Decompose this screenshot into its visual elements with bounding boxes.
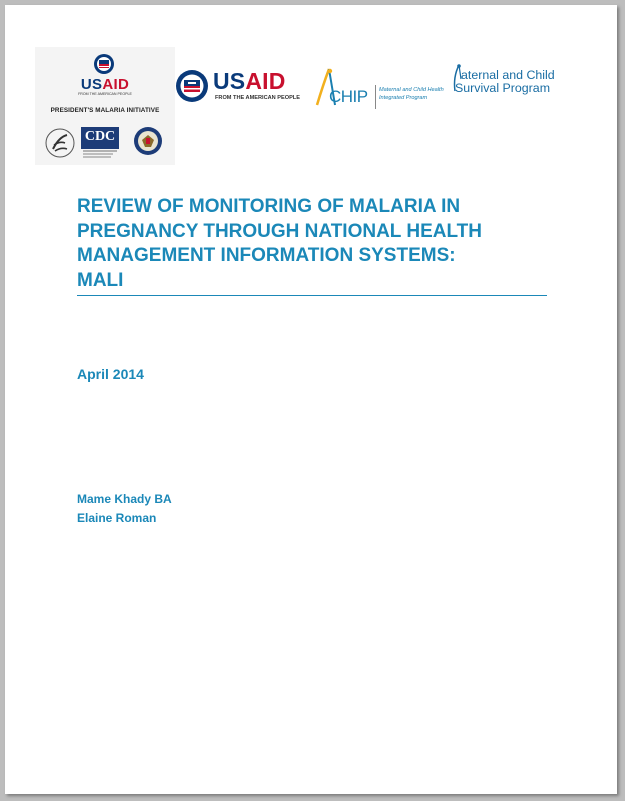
mchip-desc-line1: Maternal and Child Health [379, 87, 444, 93]
usaid-large-logo [175, 68, 300, 108]
author-2: Elaine Roman [77, 511, 157, 525]
hhs-logo-icon [43, 127, 77, 159]
state-department-seal-icon [133, 126, 163, 156]
cdc-logo [81, 127, 121, 168]
usaid-small-word: USAID [80, 76, 130, 93]
title-line-4: MALI [77, 269, 124, 291]
report-title [77, 195, 547, 293]
title-line-2: PREGNANCY THROUGH NATIONAL HEALTH [77, 220, 482, 242]
mcsp-figure-icon [449, 63, 463, 93]
mchip-desc-line2: Integrated Program [379, 94, 428, 101]
usaid-seal-icon [93, 53, 115, 75]
pmi-label: PRESIDENT'S MALARIA INITIATIVE [50, 107, 160, 114]
document-page [5, 5, 617, 794]
title-line-1: REVIEW OF MONITORING OF MALARIA IN [77, 196, 461, 217]
usaid-large-tagline: FROM THE AMERICAN PEOPLE [215, 95, 300, 101]
usaid-small-logo [73, 77, 137, 97]
mcsp-line2: Survival Program [455, 81, 551, 95]
title-line-3: MANAGEMENT INFORMATION SYSTEMS: [77, 245, 456, 266]
usaid-large-word: USAID [213, 68, 286, 94]
pmi-logo-block [35, 47, 175, 165]
mchip-description [379, 87, 449, 102]
cdc-label: CDC [84, 129, 116, 144]
mcsp-line1: aternal and Child [461, 68, 555, 82]
mchip-name: CHIP [329, 87, 368, 106]
report-date: April 2014 [77, 366, 144, 382]
title-underline [77, 295, 547, 296]
usaid-large-seal-icon [175, 69, 209, 103]
mchip-divider [375, 85, 376, 109]
author-1: Mame Khady BA [77, 492, 172, 506]
author-list [77, 490, 172, 528]
mcsp-logo [451, 69, 561, 95]
usaid-small-tagline: FROM THE AMERICAN PEOPLE [78, 92, 132, 96]
